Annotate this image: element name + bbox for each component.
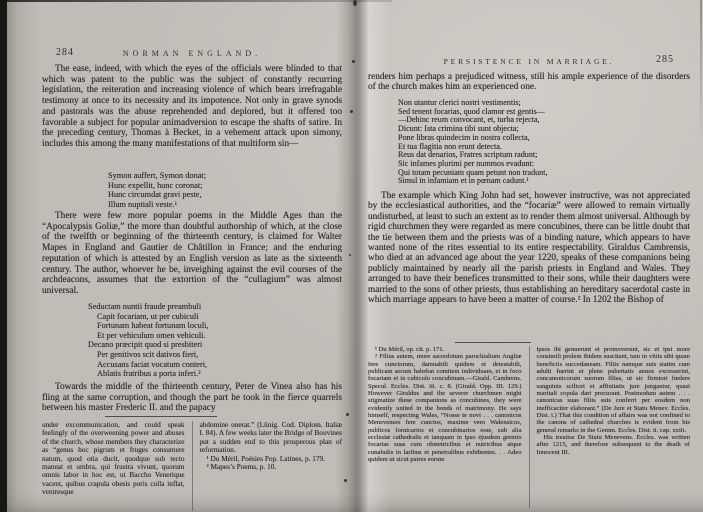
page-number-right: 285 (656, 54, 674, 65)
verse-line: Decano præcipit quod si presbiteri (88, 340, 203, 350)
verse-line: Illum nuptiali veste.¹ (108, 199, 178, 209)
verse-line: Capit focariam, ut per cubiculi (97, 311, 199, 321)
paragraph: The ease, indeed, with which the eyes of the officials were blinded to that which was patent to the public was the subject of constantly recurring legislation, the reiteration and increasing violence of which bears irrefragable testimony at once to its necessity and its impotence. Not only in grave synods and pastorals was the abuse reprehended and deplored, but it offered too favorable a subject for popular animadversion to escape the shafts of satire. In the preceding century, Thomas à Becket, in a vehement attack upon simony, includes this among the many manifestations of that multiform sin— (42, 64, 342, 149)
footnote-text: ipsos ibi genuerunt et promoverunt, sic et ipsi more consimili prolem ibidem suscitant, tam in vitiis sibi quam beneficiis succedaneam. Filiis namque suis statim cum adulti fuerint et plene pubertatis annos excesserint, concanonicorum suorum filias, ut sic firmiori fœdere sanguinis scilicet et affinitatis jure jungantur, quasi maritali copula dari procurant. Postmodum autem . . . canonicas suas filiis suis conferri per eosdem non inefficaciter elaborant.” (De Jure et Statu Menev. Eccles. Dist. i.) That this condition of affairs was not confined to the canons of cathedral churches is evident from his general remarks in the Gemm. Eccles. Dist. ii. cap. xxiii. (536, 346, 690, 434)
verse-line: Simul in infamiam et in pœnam cadunt.¹ (398, 176, 529, 186)
footnote-column-2 (529, 346, 691, 508)
paragraph: There were few more popular poems in the Middle Ages than the “Apocalypsis Goliæ,” the more than doubtful authorship of which, at the close of the twelfth or beginning of the thirteenth century, is claimed for Walter Mapes in England and Gautier de Châtillon in France; and the enduring reputation of which is attested by an English version as late as the sixteenth century. The author, whoever he be, inveighing against the evil courses of the archdeacons, assumes that the extortion of the “cullagium” was almost universal. (42, 211, 342, 296)
verse-line: Accusans faciat vocatum conteri, (97, 359, 208, 369)
footnote-text: under excommunication, and could speak feelingly of the overweening power and abuses of the church, whose members they characterize as “genus hoc pigrum et fruges consumere natum, quod otia ducit, quodque sub tecto maneat et umbra, qui frustra vivunt, quorum omnis labor in hoc est, ut Baccho Venerique vacent, quibus crapula obesis poris colla inflat, ventresque (42, 421, 185, 497)
footnote-text: His treatise De Statu Menevens. Eccles. was written after 1215, and therefore subsequent to the death of Innocent III. (536, 434, 690, 456)
page-number-left: 284 (56, 47, 74, 58)
footnote-text: ¹ Du Méril, op. cit. p. 171. (375, 346, 445, 353)
footnote-text: abdomine onerat.” (Lünig. Cod. Diplom. Italiæ I. 84). A few weeks later the Bridge of Bouvines put a sudden end to this prosperous plan of reformation. (199, 421, 342, 455)
verse-line: Sic infames plurimi per nummos evadunt: (398, 158, 534, 168)
paragraph: renders him perhaps a prejudiced witness, still his ample experience of the disorders of the church makes him an experienced one. (368, 72, 690, 93)
footnote-separator-rule (455, 342, 531, 343)
footnote-text: ² Filius autem, more sacerdotum parochialium Angliæ fere cunctorum, damnabili quidem et detestabili, publicam secum habebat comitem individuam, et in foco focariam et in cubiculo concubinam.—Girald. Cambrens. Specul. Eccles. Dist. iii. c. 8. (Girald. Opp. III. 129.) However Giraldus and the severer churchmen might stigmatize these companions as concubines, they were evidently united in the bonds of matrimony. He says himself, respecting Wales, “Nosse te novi . . . canonicos Menevenses fere cunctos, maxime vero Walensicos, publicos fornicarios et concubinarios esse, sub alia ecclesiæ cathedralis et tanquam in ipso ejusdem gremio focarias suas cum obstetricibus et nutricibus atque cunabulis in laribus et penetralibus exhibentes. . . Adeo quidem ut sicut patres eorum (368, 353, 522, 464)
verse-line: Qui totam pecuniam quam petunt non tradunt, (398, 167, 548, 177)
running-header-left: NORMAN ENGLAND. (122, 49, 262, 58)
paragraph: Towards the middle of the thirteenth century, Peter de Vinea also has his fling at the same corruption, and though the part he took in the fierce quarrels between his master Frederic II. and the papacy (42, 382, 342, 414)
verse-line: Et tua flagitia non erunt detecta. (398, 141, 502, 151)
verse-line: Seductam nuntii fraude preambuli (88, 302, 202, 311)
footnote-text: ¹ Du Méril, Poésies Pop. Latines, p. 179. (206, 453, 326, 463)
verse-line: Reus dat denarios, Fratres scriptum radunt; (398, 150, 538, 160)
footnote-text: ² Mapes’s Poems, p. 10. (206, 462, 277, 472)
verse-line: Dicunt: Ista crimina tibi sunt objecta; (398, 124, 519, 134)
verse-line: Hunc circumdat gravi peste, (108, 190, 202, 200)
verse-line: Hunc expellit, hunc coronat; (108, 180, 203, 190)
verse-line: Non utantur clerici nostri vestimentis; (398, 98, 521, 107)
verse-line: —Dehinc reum convocant, et, turba rejecta, (398, 115, 540, 125)
latin-verse-clerici (368, 99, 690, 186)
verse-line: Per genitivos scit dativos fieri, (97, 349, 199, 359)
verse-line: Ablatis fratribus a porta inferi.² (97, 369, 201, 379)
paragraph: The example which King John had set, however instructive, was not appreciated by the ecclesiastical authorities, and the “focariæ” were allowed to remain virtually undisturbed, at least to such an extent as to render them almost universal. Although by rigid churchmen they were regarded as mere concubines, there can be little doubt that the tie between them and the priests was of a binding nature, which appears to have wanted none of the rites essential to its entire respectability. Giraldus Cambrensis, who died at an advanced age about the year 1220, speaks of these companions being publicly maintained by nearly all the parish priests in England and Wales. They arranged to have their benefices transmitted to their sons, while their daughters were married to the sons of other priests, thus establishing an hereditary sacerdotal caste in which marriage appears to have been a matter of course.² In 1202 the Bishop of (368, 191, 690, 306)
verse-line: Symon auffert, Symon donat; (108, 171, 207, 180)
footnotes-right-page (368, 346, 690, 508)
verse-line: Et per vehiculum omen vehiculi. (97, 330, 206, 340)
footnote-column-1 (368, 346, 522, 508)
verse-line: Fortunam habeat fortunam loculi, (97, 321, 209, 331)
verse-line: Pone libras quindecim in nostra collecta, (398, 132, 530, 142)
running-header-right: PERSISTENCE IN MARRIAGE. (443, 57, 615, 66)
verse-line: Sed tenent focarias, quod clamor est gentis— (398, 106, 545, 116)
